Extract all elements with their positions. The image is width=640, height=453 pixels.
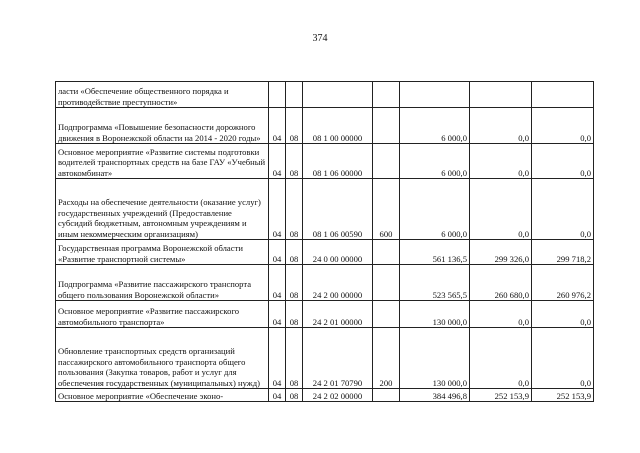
section-code: 04 — [269, 265, 286, 301]
section-code: 04 — [269, 144, 286, 179]
expense-type-code — [373, 389, 400, 402]
amount-year-3: 252 153,9 — [532, 389, 594, 402]
row-name: Подпрограмма «Повышение безопасности дорожного движения в Воронежской области на 2014 - 2020 годы» — [56, 108, 269, 144]
subsection-code: 08 — [286, 144, 303, 179]
subsection-code: 08 — [286, 301, 303, 328]
amount-year-3: 0,0 — [532, 328, 594, 389]
amount-year-3: 299 718,2 — [532, 240, 594, 265]
target-article-code: 08 1 00 00000 — [303, 108, 373, 144]
section-code: 04 — [269, 108, 286, 144]
row-name: Основное мероприятие «Развитие пассажирского автомобильного транспорта» — [56, 301, 269, 328]
amount-year-2: 252 153,9 — [470, 389, 532, 402]
budget-table — [55, 81, 594, 402]
amount-year-1: 6 000,0 — [400, 144, 470, 179]
page-number: 374 — [312, 33, 328, 44]
row-name: Основное мероприятие «Обеспечение эконо- — [56, 389, 269, 402]
subsection-code — [286, 82, 303, 108]
table-row — [56, 301, 594, 328]
subsection-code: 08 — [286, 240, 303, 265]
subsection-code: 08 — [286, 179, 303, 240]
target-article-code — [303, 82, 373, 108]
row-name: Основное мероприятие «Развитие системы подготовки водителей транспортных средств на базе ГАУ «Учебный автокомбинат» — [56, 144, 269, 179]
expense-type-code — [373, 301, 400, 328]
section-code: 04 — [269, 389, 286, 402]
amount-year-2: 299 326,0 — [470, 240, 532, 265]
section-code — [269, 82, 286, 108]
expense-type-code — [373, 108, 400, 144]
amount-year-1: 384 496,8 — [400, 389, 470, 402]
table-row — [56, 328, 594, 389]
amount-year-1: 6 000,0 — [400, 179, 470, 240]
table-row — [56, 108, 594, 144]
amount-year-2: 0,0 — [470, 328, 532, 389]
amount-year-1: 561 136,5 — [400, 240, 470, 265]
amount-year-1: 6 000,0 — [400, 108, 470, 144]
amount-year-2: 0,0 — [470, 301, 532, 328]
amount-year-2: 0,0 — [470, 108, 532, 144]
row-name: Государственная программа Воронежской области «Развитие транспортной системы» — [56, 240, 269, 265]
table-row — [56, 240, 594, 265]
target-article-code: 24 0 00 00000 — [303, 240, 373, 265]
amount-year-2 — [470, 82, 532, 108]
subsection-code: 08 — [286, 108, 303, 144]
section-code: 04 — [269, 301, 286, 328]
expense-type-code — [373, 265, 400, 301]
amount-year-2: 0,0 — [470, 179, 532, 240]
section-code: 04 — [269, 240, 286, 265]
section-code: 04 — [269, 328, 286, 389]
expense-type-code — [373, 240, 400, 265]
amount-year-2: 0,0 — [470, 144, 532, 179]
section-code: 04 — [269, 179, 286, 240]
amount-year-3: 0,0 — [532, 144, 594, 179]
amount-year-3 — [532, 82, 594, 108]
expense-type-code: 200 — [373, 328, 400, 389]
target-article-code: 24 2 02 00000 — [303, 389, 373, 402]
amount-year-3: 260 976,2 — [532, 265, 594, 301]
target-article-code: 24 2 01 00000 — [303, 301, 373, 328]
target-article-code: 08 1 06 00590 — [303, 179, 373, 240]
table-row — [56, 82, 594, 108]
amount-year-3: 0,0 — [532, 179, 594, 240]
expense-type-code — [373, 144, 400, 179]
subsection-code: 08 — [286, 389, 303, 402]
amount-year-3: 0,0 — [532, 108, 594, 144]
amount-year-1: 523 565,5 — [400, 265, 470, 301]
target-article-code: 08 1 06 00000 — [303, 144, 373, 179]
expense-type-code — [373, 82, 400, 108]
amount-year-1: 130 000,0 — [400, 301, 470, 328]
row-name: Обновление транспортных средств организаций пассажирского автомобильного транспорта общего пользования (Закупка товаров, работ и услуг для обеспечения государственных (муниципальных) нужд) — [56, 328, 269, 389]
table-row — [56, 265, 594, 301]
row-name: Расходы на обеспечение деятельности (оказание услуг) государственных учреждений (Предоставление субсидий бюджетным, автономным учреждениям и иным некоммерческим организациям) — [56, 179, 269, 240]
expense-type-code: 600 — [373, 179, 400, 240]
row-name: Подпрограмма «Развитие пассажирского транспорта общего пользования Воронежской области» — [56, 265, 269, 301]
table-row — [56, 144, 594, 179]
amount-year-2: 260 680,0 — [470, 265, 532, 301]
row-name: ласти «Обеспечение общественного порядка и противодействие преступности» — [56, 82, 269, 108]
table-row — [56, 179, 594, 240]
target-article-code: 24 2 00 00000 — [303, 265, 373, 301]
subsection-code: 08 — [286, 328, 303, 389]
target-article-code: 24 2 01 70790 — [303, 328, 373, 389]
amount-year-1 — [400, 82, 470, 108]
amount-year-3: 0,0 — [532, 301, 594, 328]
subsection-code: 08 — [286, 265, 303, 301]
amount-year-1: 130 000,0 — [400, 328, 470, 389]
table-row — [56, 389, 594, 402]
